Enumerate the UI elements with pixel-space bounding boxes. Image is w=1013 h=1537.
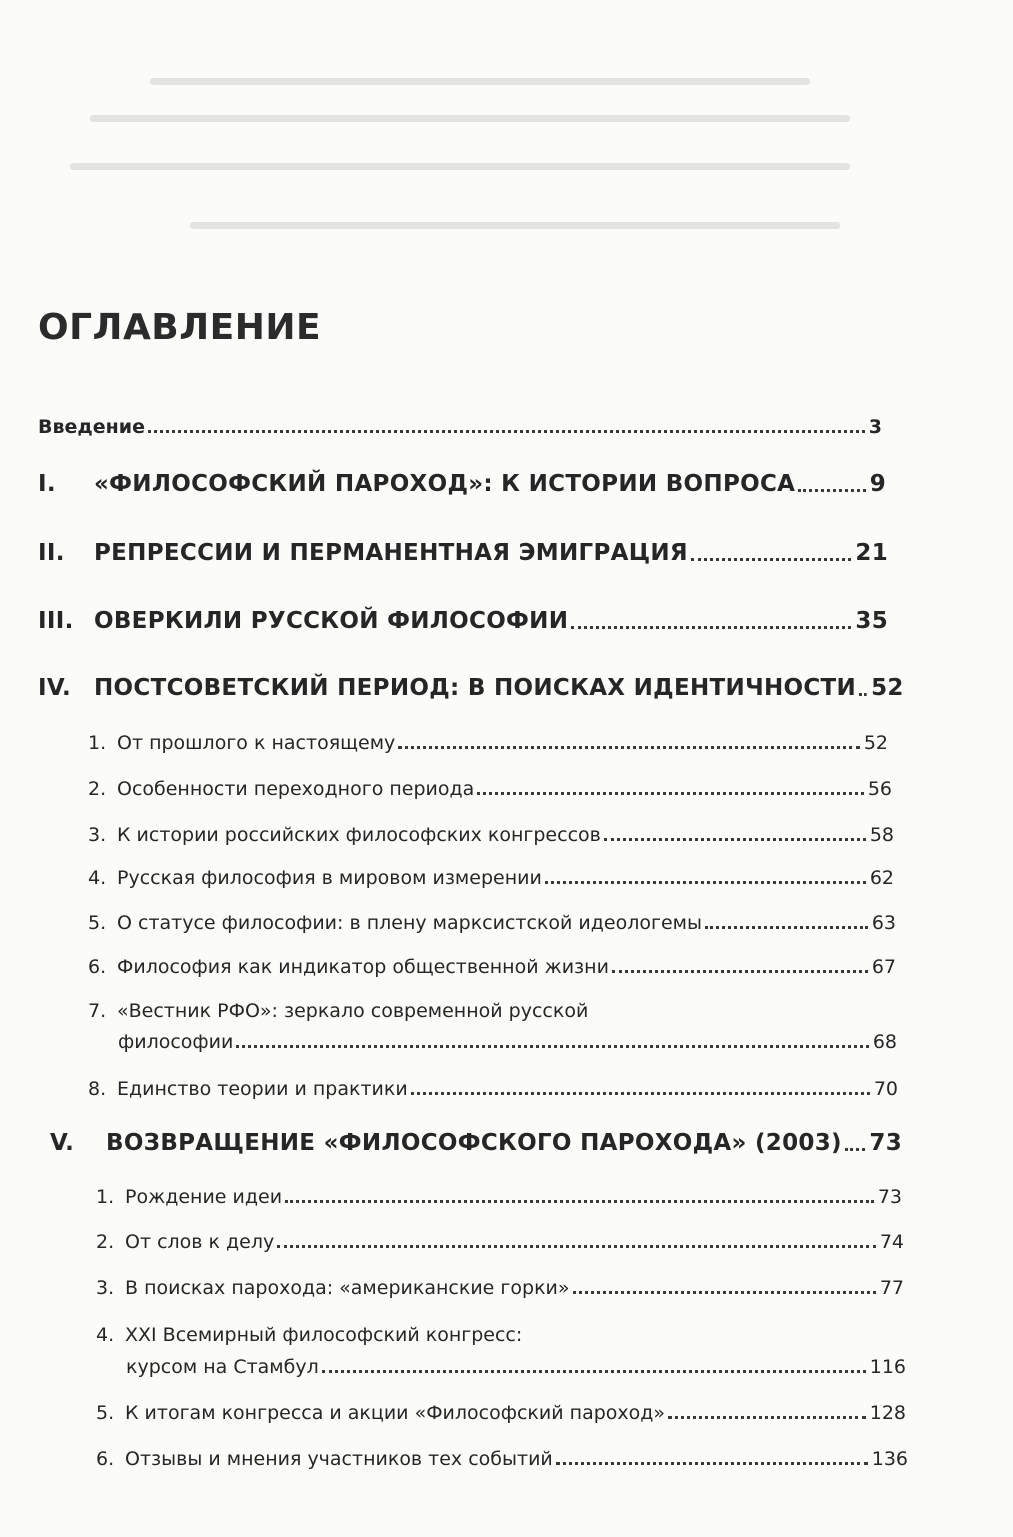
page-number: 128	[869, 1402, 906, 1424]
toc-section-4-1[interactable]	[88, 732, 888, 754]
page-number: 73	[877, 1186, 902, 1208]
section-number: 8.	[88, 1078, 107, 1100]
dot-leader	[798, 489, 865, 492]
page-number: 62	[869, 867, 894, 889]
dot-leader	[477, 792, 864, 795]
page-number: 9	[869, 471, 886, 497]
toc-chapter-4[interactable]	[38, 675, 904, 701]
dot-leader	[668, 1416, 866, 1419]
section-number: 3.	[96, 1277, 115, 1299]
section-number: 3.	[88, 824, 107, 846]
section-title: В поисках парохода: «американские горки»	[125, 1277, 570, 1299]
page-number: 67	[871, 956, 896, 978]
chapter-title: РЕПРЕССИИ И ПЕРМАНЕНТНАЯ ЭМИГРАЦИЯ	[94, 540, 688, 566]
section-number: 5.	[88, 912, 107, 934]
toc-section-5-1[interactable]	[96, 1186, 902, 1208]
section-number: 6.	[96, 1448, 115, 1470]
section-title: Единство теории и практики	[117, 1078, 408, 1100]
page-number: 73	[869, 1130, 902, 1156]
section-title: От слов к делу	[125, 1231, 275, 1253]
chapter-title: ВОЗВРАЩЕНИЕ «ФИЛОСОФСКОГО ПАРОХОДА» (2003)	[106, 1130, 842, 1156]
section-title: Русская философия в мировом измерении	[117, 867, 542, 889]
chapter-title: ОВЕРКИЛИ РУССКОЙ ФИЛОСОФИИ	[94, 608, 569, 634]
dot-leader	[411, 1092, 870, 1095]
section-title: Философия как индикатор общественной жизни	[117, 956, 609, 978]
section-title: XXI Всемирный философский конгресс:	[125, 1324, 523, 1346]
toc-chapter-5[interactable]	[50, 1130, 902, 1156]
toc-chapter-2[interactable]	[38, 540, 888, 566]
toc-entry-intro[interactable]	[38, 416, 882, 438]
toc-section-4-2[interactable]	[88, 778, 892, 800]
section-title: Рождение идеи	[125, 1186, 283, 1208]
section-number: 6.	[88, 956, 107, 978]
page-number: 136	[871, 1448, 908, 1470]
toc-chapter-1[interactable]	[38, 471, 886, 497]
dot-leader	[545, 881, 866, 884]
toc-section-4-4[interactable]	[88, 867, 894, 889]
toc-section-5-2[interactable]	[96, 1231, 904, 1253]
dot-leader	[691, 558, 851, 561]
page-number: 52	[871, 675, 904, 701]
page-number: 58	[869, 824, 894, 846]
page-number: 56	[867, 778, 892, 800]
section-number: 5.	[96, 1402, 115, 1424]
dot-leader	[845, 1148, 866, 1151]
toc-section-5-4-continuation[interactable]	[126, 1356, 906, 1378]
page-number: 70	[873, 1078, 898, 1100]
page-number: 3	[868, 416, 882, 438]
dot-leader	[277, 1245, 876, 1248]
dot-leader	[571, 626, 851, 629]
chapter-number: III.	[38, 608, 74, 634]
page-number: 52	[863, 732, 888, 754]
dot-leader	[398, 746, 860, 749]
section-number: 1.	[96, 1186, 115, 1208]
chapter-title: ПОСТСОВЕТСКИЙ ПЕРИОД: В ПОИСКАХ ИДЕНТИЧНОСТИ	[94, 675, 857, 701]
page-number: 74	[879, 1231, 904, 1253]
page-number: 35	[855, 608, 888, 634]
page-number: 63	[871, 912, 896, 934]
page-number: 68	[872, 1031, 897, 1053]
section-number: 4.	[96, 1324, 115, 1346]
dot-leader	[612, 970, 868, 973]
toc-section-5-4[interactable]	[96, 1324, 796, 1346]
section-title: Особенности переходного периода	[117, 778, 475, 800]
page-title: ОГЛАВЛЕНИЕ	[38, 307, 322, 348]
chapter-number: V.	[50, 1130, 75, 1156]
chapter-number: II.	[38, 540, 65, 566]
dot-leader	[573, 1291, 876, 1294]
section-title-continuation: курсом на Стамбул	[126, 1356, 319, 1378]
section-number: 7.	[88, 1000, 107, 1022]
section-title: Отзывы и мнения участников тех событий	[125, 1448, 553, 1470]
dot-leader	[556, 1462, 868, 1465]
section-number: 2.	[96, 1231, 115, 1253]
section-title: К истории российских философских конгрессов	[117, 824, 601, 846]
section-title-continuation: философии	[118, 1031, 234, 1053]
page-number: 77	[879, 1277, 904, 1299]
toc-section-4-3[interactable]	[88, 824, 894, 846]
dot-leader	[705, 926, 868, 929]
toc-section-4-7-continuation[interactable]	[118, 1031, 897, 1053]
chapter-number: IV.	[38, 675, 72, 701]
section-number: 2.	[88, 778, 107, 800]
dot-leader	[859, 693, 867, 696]
toc-section-4-6[interactable]	[88, 956, 896, 978]
toc-chapter-3[interactable]	[38, 608, 888, 634]
chapter-title: «ФИЛОСОФСКИЙ ПАРОХОД»: К ИСТОРИИ ВОПРОСА	[94, 471, 796, 497]
toc-section-4-8[interactable]	[88, 1078, 898, 1100]
section-number: 4.	[88, 867, 107, 889]
section-title: К итогам конгресса и акции «Философский пароход»	[125, 1402, 666, 1424]
section-title: О статусе философии: в плену марксистской идеологемы	[117, 912, 702, 934]
dot-leader	[285, 1200, 874, 1203]
toc-section-5-5[interactable]	[96, 1402, 906, 1424]
toc-section-5-3[interactable]	[96, 1277, 904, 1299]
toc-section-4-5[interactable]	[88, 912, 896, 934]
dot-leader	[604, 838, 866, 841]
entry-label: Введение	[38, 416, 145, 438]
dot-leader	[322, 1370, 866, 1373]
section-number: 1.	[88, 732, 107, 754]
toc-section-4-7[interactable]	[88, 1000, 788, 1022]
page-number: 116	[869, 1356, 906, 1378]
dot-leader	[148, 430, 865, 433]
chapter-number: I.	[38, 471, 56, 497]
section-title: «Вестник РФО»: зеркало современной русской	[117, 1000, 589, 1022]
page-number: 21	[855, 540, 888, 566]
toc-section-5-6[interactable]	[96, 1448, 908, 1470]
dot-leader	[236, 1045, 868, 1048]
section-title: От прошлого к настоящему	[117, 732, 396, 754]
